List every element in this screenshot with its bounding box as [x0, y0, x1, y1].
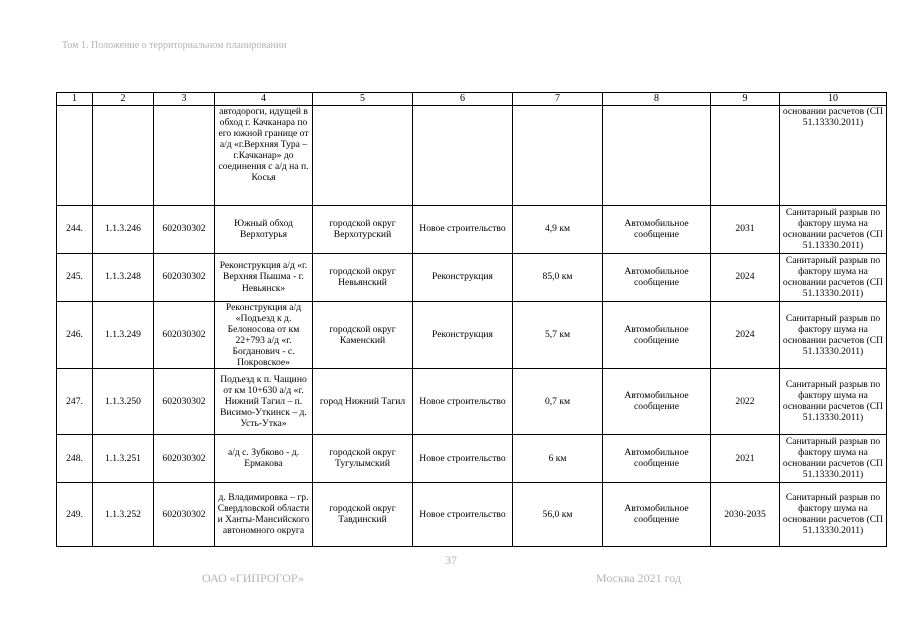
- table-cell-name: Подъезд к п. Чащино от км 10+630 а/д «г. Нижний Тагил – п. Висимо-Уткинск – д. Усть-Утка»: [215, 368, 313, 434]
- table-cell-name: д. Владимировка – гр. Свердловской области и Ханты-Мансийского автономного округа: [215, 482, 313, 546]
- footer-organization: ОАО «ГИПРОГОР»: [202, 571, 304, 585]
- table-cell: [413, 105, 513, 205]
- table-cell-code: 1.1.3.252: [93, 482, 154, 546]
- footer-city-year: Москва 2021 год: [596, 571, 682, 585]
- column-header: 5: [313, 93, 413, 106]
- table-cell-name: Реконструкция а/д «Подъезд к д. Белоносова от км 22+793 а/д «г. Богданович - с. Покровское»: [215, 301, 313, 368]
- table-cell-district: городской округ Тавдинский: [313, 482, 413, 546]
- table-cell-note: Санитарный разрыв по фактору шума на основании расчетов (СП 51.13330.2011): [780, 434, 887, 482]
- table-cell-type: Реконструкция: [413, 301, 513, 368]
- table-cell-purpose: Автомобильное сообщение: [603, 368, 711, 434]
- table-cell-number: 244.: [57, 205, 93, 253]
- table-cell-district: городской округ Невьянский: [313, 253, 413, 301]
- table-cell-note: Санитарный разрыв по фактору шума на основании расчетов (СП 51.13330.2011): [780, 301, 887, 368]
- planning-table: [56, 92, 887, 547]
- table-cell-code: 1.1.3.249: [93, 301, 154, 368]
- page-number: 37: [445, 553, 457, 567]
- table-cell-name: Реконструкция а/д «г. Верхняя Пышма - г. Невьянск»: [215, 253, 313, 301]
- table-cell: [711, 105, 780, 205]
- table-cell-district: городской округ Тугулымский: [313, 434, 413, 482]
- table-cell-year: 2031: [711, 205, 780, 253]
- table-header-row: [57, 93, 887, 106]
- table-cell-year: 2022: [711, 368, 780, 434]
- table-cell: [93, 105, 154, 205]
- table-cell-length: 5,7 км: [513, 301, 603, 368]
- table-cell-type: Новое строительство: [413, 434, 513, 482]
- table-cell-code: 1.1.3.251: [93, 434, 154, 482]
- table-row: [57, 301, 887, 368]
- column-header: 8: [603, 93, 711, 106]
- table-cell-okato: 602030302: [154, 205, 215, 253]
- table-cell-length: 0,7 км: [513, 368, 603, 434]
- table-cell-note: Санитарный разрыв по фактору шума на основании расчетов (СП 51.13330.2011): [780, 482, 887, 546]
- table-cell-type: Новое строительство: [413, 205, 513, 253]
- document-header: Том 1. Положение о территориальном планировании: [62, 40, 287, 51]
- table-cell: [57, 105, 93, 205]
- table-cell-number: 247.: [57, 368, 93, 434]
- table-cell-name: автодороги, идущей в обход г. Качканара по его южной границе от а/д «г.Верхняя Тура – г.Качканар» до соединения с а/д на п. Косья: [215, 105, 313, 205]
- table-cell-note: Санитарный разрыв по фактору шума на основании расчетов (СП 51.13330.2011): [780, 205, 887, 253]
- table-cell-okato: 602030302: [154, 482, 215, 546]
- table-cell-purpose: Автомобильное сообщение: [603, 205, 711, 253]
- table-cell-type: Реконструкция: [413, 253, 513, 301]
- table-cell-name: Южный обход Верхотурья: [215, 205, 313, 253]
- table-cell-length: 56,0 км: [513, 482, 603, 546]
- table-cell-length: 6 км: [513, 434, 603, 482]
- table-cell-purpose: Автомобильное сообщение: [603, 253, 711, 301]
- column-header: 1: [57, 93, 93, 106]
- table-row: [57, 482, 887, 546]
- table-cell-okato: 602030302: [154, 434, 215, 482]
- table-cell-number: 245.: [57, 253, 93, 301]
- column-header: 6: [413, 93, 513, 106]
- table-cell-code: 1.1.3.250: [93, 368, 154, 434]
- table-row: [57, 434, 887, 482]
- table-cell-name: а/д с. Зубково - д. Ермакова: [215, 434, 313, 482]
- column-header: 7: [513, 93, 603, 106]
- table-cell-year: 2021: [711, 434, 780, 482]
- table-cell-okato: 602030302: [154, 368, 215, 434]
- column-header: 4: [215, 93, 313, 106]
- table-cell-number: 246.: [57, 301, 93, 368]
- table-cell: [154, 105, 215, 205]
- table-cell-purpose: Автомобильное сообщение: [603, 434, 711, 482]
- table-cell-length: 4,9 км: [513, 205, 603, 253]
- table-cell-type: Новое строительство: [413, 368, 513, 434]
- table-cell-district: городской округ Каменский: [313, 301, 413, 368]
- column-header: 10: [780, 93, 887, 106]
- table-row: [57, 205, 887, 253]
- table-cell-note: основании расчетов (СП 51.13330.2011): [780, 105, 887, 205]
- table-row: [57, 368, 887, 434]
- table-cell-year: 2024: [711, 301, 780, 368]
- table-cell-okato: 602030302: [154, 253, 215, 301]
- table-cell: [513, 105, 603, 205]
- table-cell: [313, 105, 413, 205]
- table-cell-note: Санитарный разрыв по фактору шума на основании расчетов (СП 51.13330.2011): [780, 253, 887, 301]
- table-cell-note: Санитарный разрыв по фактору шума на основании расчетов (СП 51.13330.2011): [780, 368, 887, 434]
- table-cell-number: 249.: [57, 482, 93, 546]
- table-cell-purpose: Автомобильное сообщение: [603, 482, 711, 546]
- table-cell: [603, 105, 711, 205]
- column-header: 9: [711, 93, 780, 106]
- table-row-continuation: [57, 105, 887, 205]
- table-cell-district: городской округ Верхотурский: [313, 205, 413, 253]
- table-cell-code: 1.1.3.246: [93, 205, 154, 253]
- table-cell-length: 85,0 км: [513, 253, 603, 301]
- table-cell-number: 248.: [57, 434, 93, 482]
- table-cell-okato: 602030302: [154, 301, 215, 368]
- table-cell-year: 2030-2035: [711, 482, 780, 546]
- table-cell-type: Новое строительство: [413, 482, 513, 546]
- column-header: 2: [93, 93, 154, 106]
- table-cell-year: 2024: [711, 253, 780, 301]
- column-header: 3: [154, 93, 215, 106]
- table-cell-code: 1.1.3.248: [93, 253, 154, 301]
- table-row: [57, 253, 887, 301]
- table-cell-purpose: Автомобильное сообщение: [603, 301, 711, 368]
- table-cell-district: город Нижний Тагил: [313, 368, 413, 434]
